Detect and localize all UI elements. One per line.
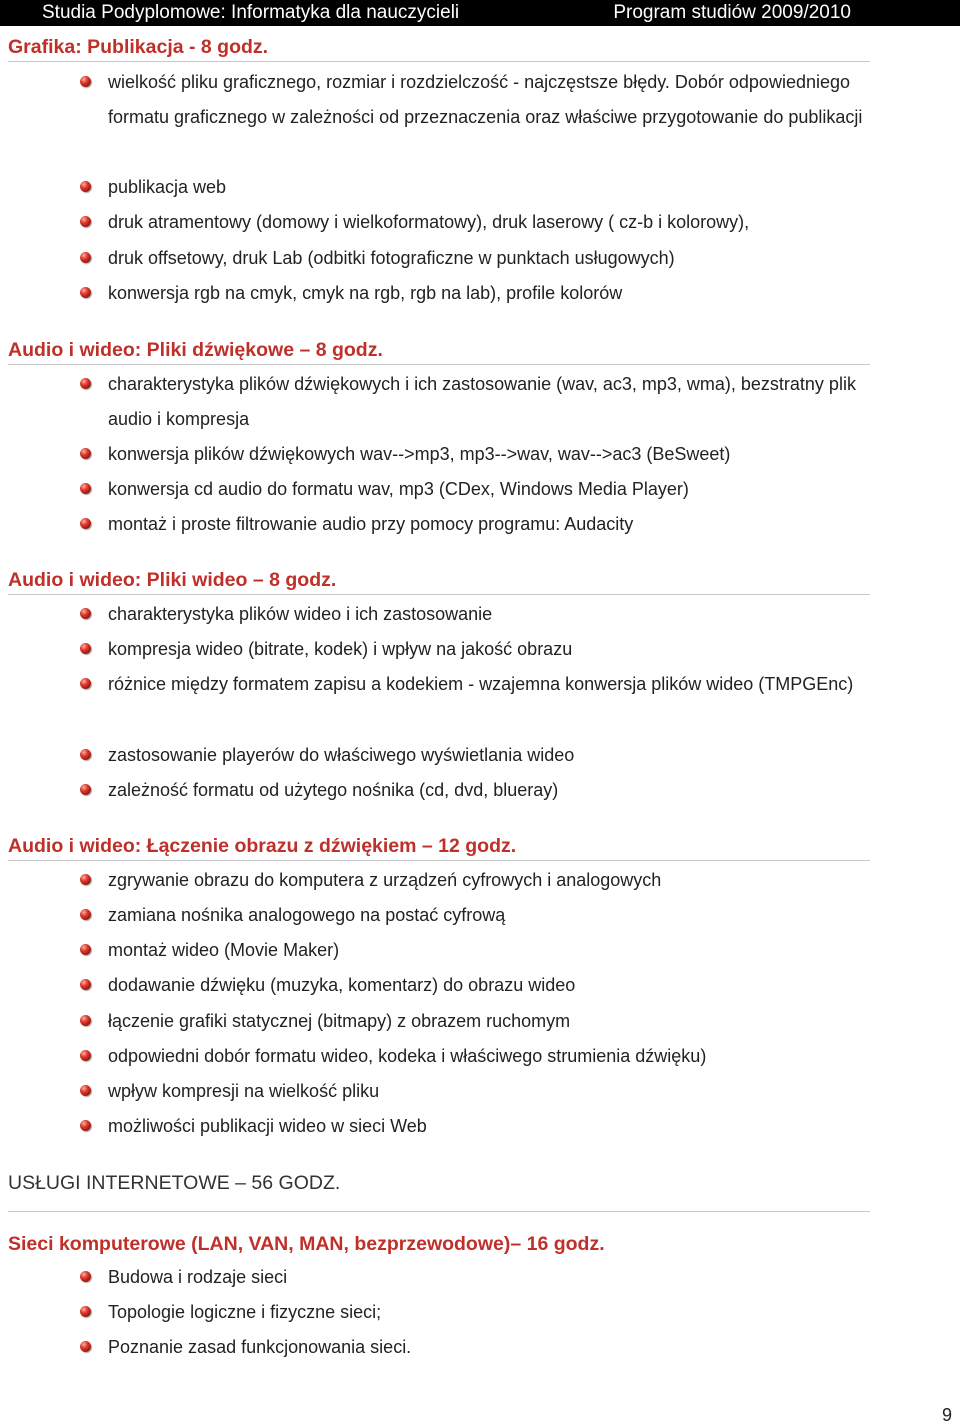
bullet-icon (80, 1120, 91, 1131)
bullet-icon (80, 1271, 91, 1282)
section-heading-grafika-publikacja: Grafika: Publikacja - 8 godz. (8, 35, 870, 62)
list-item-text: konwersja rgb na cmyk, cmyk na rgb, rgb na lab), profile kolorów (108, 283, 623, 303)
bullet-icon (80, 518, 91, 529)
bullet-icon (80, 1050, 91, 1061)
list-item-text: różnice między formatem zapisu a kodekiem - wzajemna konwersja plików wideo (TMPGEnc) (108, 674, 854, 694)
list-item (108, 1295, 898, 1330)
list-item (108, 1039, 898, 1074)
list-item (108, 170, 898, 205)
list-item-text: konwersja cd audio do formatu wav, mp3 (CDex, Windows Media Player) (108, 479, 689, 499)
list-item (108, 472, 898, 507)
list-item (108, 773, 898, 808)
bullet-icon (80, 944, 91, 955)
list-item (108, 241, 898, 276)
section-heading-pliki-wideo: Audio i wideo: Pliki wideo – 8 godz. (8, 568, 870, 595)
bullet-icon (80, 181, 91, 192)
list-item-text: wpływ kompresji na wielkość pliku (108, 1081, 380, 1101)
list-item (108, 205, 898, 240)
bullet-icon (80, 1306, 91, 1317)
list-item (108, 597, 898, 632)
list-item (108, 1004, 898, 1039)
list-item-text: Budowa i rodzaje sieci (108, 1267, 288, 1287)
list-item-text: Poznanie zasad funkcjonowania sieci. (108, 1337, 412, 1357)
page-number: 9 (941, 1405, 952, 1425)
list-item (108, 898, 898, 933)
list-item (108, 1109, 898, 1144)
bullet-icon (80, 678, 91, 689)
list-item (108, 1074, 898, 1109)
list-item (108, 968, 898, 1003)
bullet-icon (80, 252, 91, 263)
bullet-icon (80, 287, 91, 298)
list-item (108, 738, 898, 773)
bullet-icon (80, 448, 91, 459)
list-item-text: charakterystyka plików wideo i ich zastosowanie (108, 604, 493, 624)
bullet-icon (80, 483, 91, 494)
section-heading-laczenie-obrazu: Audio i wideo: Łączenie obrazu z dźwiękiem – 12 godz. (8, 834, 870, 861)
page-header (0, 0, 960, 26)
bullet-icon (80, 784, 91, 795)
list-item-text: druk atramentowy (domowy i wielkoformatowy), druk laserowy ( cz-b i kolorowy), (108, 212, 750, 232)
bullet-icon (80, 749, 91, 760)
list-item-text: zależność formatu od użytego nośnika (cd, dvd, blueray) (108, 780, 559, 800)
bullet-icon (80, 1015, 91, 1026)
section-heading-pliki-dzwiekowe: Audio i wideo: Pliki dźwiękowe – 8 godz. (8, 338, 870, 365)
list-item (108, 276, 898, 311)
bullet-icon (80, 76, 91, 87)
bullet-icon (80, 643, 91, 654)
bullet-icon (80, 874, 91, 885)
list-item-text: montaż wideo (Movie Maker) (108, 940, 340, 960)
bullet-icon (80, 979, 91, 990)
list-item-text: odpowiedni dobór formatu wideo, kodeka i właściwego strumienia dźwięku) (108, 1046, 707, 1066)
bullet-icon (80, 216, 91, 227)
list-item-text: kompresja wideo (bitrate, kodek) i wpływ na jakość obrazu (108, 639, 573, 659)
list-item-text: zamiana nośnika analogowego na postać cyfrową (108, 905, 506, 925)
list-item-text: wielkość pliku graficznego, rozmiar i rozdzielczość - najczęstsze błędy. Dobór odpowiedniego formatu graficznego w zależności od przeznaczenia oraz właściwe przygotowanie do publikacji (108, 72, 863, 127)
list-item-text: zastosowanie playerów do właściwego wyświetlania wideo (108, 745, 575, 765)
list-item (108, 65, 898, 135)
list-item (108, 1330, 898, 1365)
list-item-text: charakterystyka plików dźwiękowych i ich zastosowanie (wav, ac3, mp3, wma), bezstratny plik audio i kompresja (108, 374, 856, 429)
list-item (108, 632, 898, 667)
list-item (108, 1260, 898, 1295)
list-item-text: konwersja plików dźwiękowych wav-->mp3, mp3-->wav, wav-->ac3 (BeSweet) (108, 444, 731, 464)
bullet-icon (80, 608, 91, 619)
list-item (108, 437, 898, 472)
major-heading-uslugi-internetowe: USŁUGI INTERNETOWE – 56 GODZ. (8, 1171, 870, 1212)
list-item-text: montaż i proste filtrowanie audio przy pomocy programu: Audacity (108, 514, 634, 534)
bullet-icon (80, 1085, 91, 1096)
bullet-icon (80, 909, 91, 920)
list-item (108, 667, 898, 702)
list-item-text: Topologie logiczne i fizyczne sieci; (108, 1302, 382, 1322)
list-item-text: łączenie grafiki statycznej (bitmapy) z obrazem ruchomym (108, 1011, 571, 1031)
list-item (108, 933, 898, 968)
list-item-text: publikacja web (108, 177, 227, 197)
header-course-title: Studia Podyplomowe: Informatyka dla nauczycieli (42, 2, 460, 23)
list-item-text: dodawanie dźwięku (muzyka, komentarz) do obrazu wideo (108, 975, 576, 995)
bullet-icon (80, 378, 91, 389)
section-heading-sieci-komputerowe: Sieci komputerowe (LAN, VAN, MAN, bezprzewodowe)– 16 godz. (8, 1233, 605, 1255)
list-item-text: możliwości publikacji wideo w sieci Web (108, 1116, 427, 1136)
list-item-text: zgrywanie obrazu do komputera z urządzeń cyfrowych i analogowych (108, 870, 662, 890)
list-item (108, 507, 898, 542)
list-item (108, 863, 898, 898)
bullet-icon (80, 1341, 91, 1352)
header-program-year: Program studiów 2009/2010 (613, 2, 851, 23)
list-item (108, 367, 898, 437)
list-item-text: druk offsetowy, druk Lab (odbitki fotograficzne w punktach usługowych) (108, 248, 675, 268)
